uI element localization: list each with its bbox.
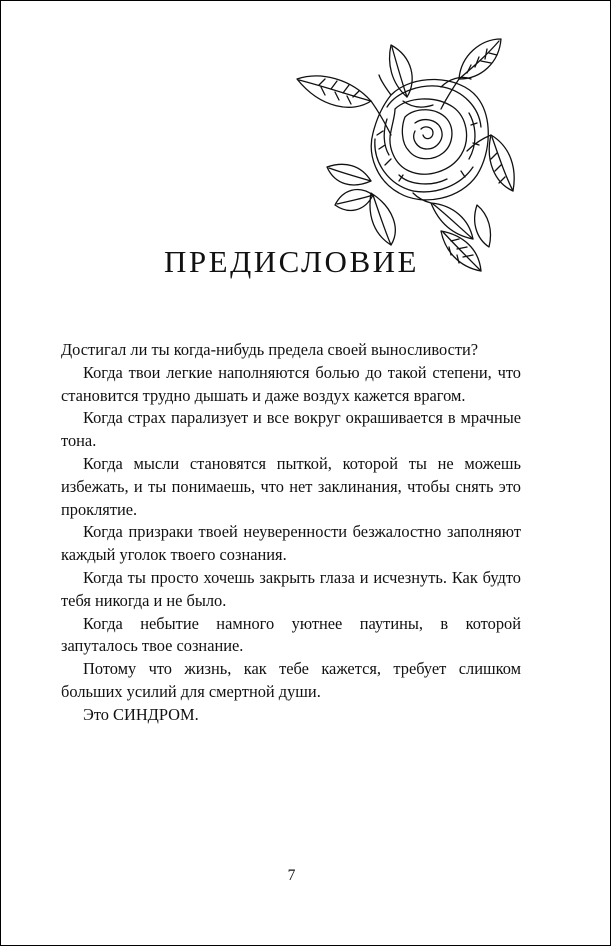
paragraph: Достигал ли ты когда-нибудь предела своей выносливости? (61, 340, 479, 359)
paragraph: Это СИНДРОМ. (83, 704, 199, 724)
rose-bloom (371, 75, 488, 200)
rose-leaves (297, 39, 514, 271)
paragraph: Когда небытие намного уютнее паутины, в которой запуталось твое сознание. (61, 613, 521, 656)
paragraph: Потому что жизнь, как тебе кажется, требует слишком больших усилий для смертной души. (61, 659, 521, 701)
paragraph: Когда призраки твоей неуверенности безжалостно заполняют каждый уголок твоего сознания. (61, 522, 521, 565)
paragraph: Когда страх парализует и все вокруг окрашивается в мрачные тона. (61, 408, 521, 451)
page-title: ПРЕДИСЛОВИЕ (164, 244, 419, 279)
paragraph: Когда твои легкие наполняются болью до такой степени, что становится трудно дышать и даже воздух кажется врагом. (61, 362, 521, 405)
preface-text (61, 339, 521, 727)
paragraph: Когда ты просто хочешь закрыть глаза и исчезнуть. Как будто тебя никогда и не было. (61, 567, 521, 610)
page-number: 7 (287, 867, 296, 884)
paragraph: Когда мысли становятся пыткой, которой ты не можешь избежать, и ты понимаешь, что нет заклинания, чтобы снять это проклятие. (61, 453, 521, 519)
